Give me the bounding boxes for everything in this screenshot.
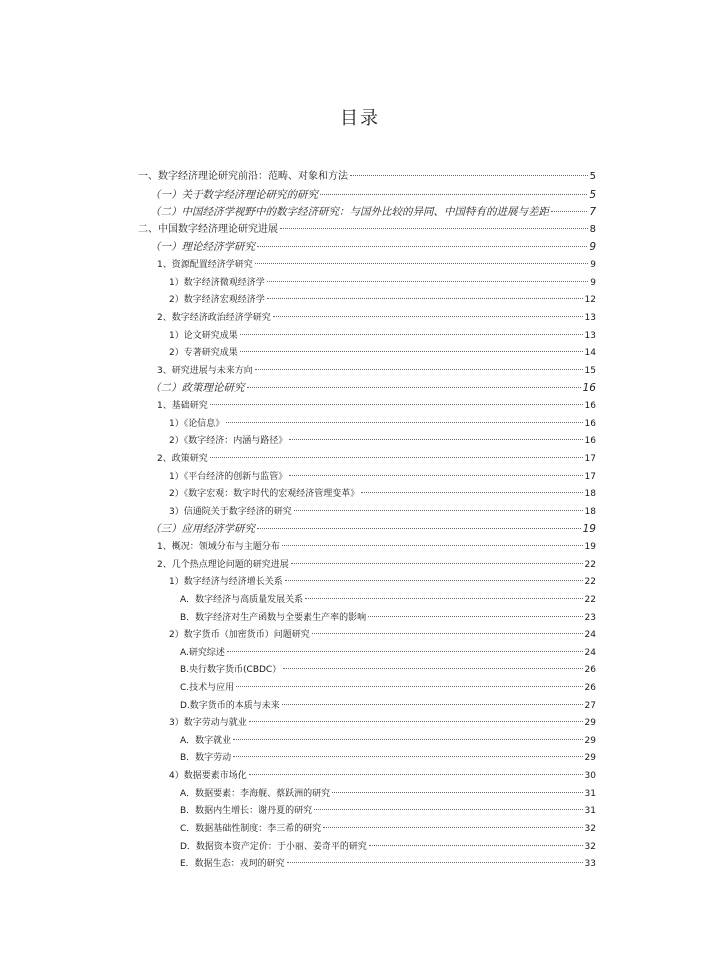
toc-entry[interactable] bbox=[150, 241, 596, 255]
toc-entry-label: 4）数据要素市场化 bbox=[169, 771, 247, 782]
toc-entry-page-number: 22 bbox=[584, 594, 596, 605]
toc-entry[interactable] bbox=[169, 277, 596, 291]
toc-entry[interactable] bbox=[169, 506, 596, 520]
toc-entry-page-number: 17 bbox=[584, 453, 596, 464]
toc-entry-label: （一）理论经济学研究 bbox=[150, 241, 255, 254]
dot-leader bbox=[240, 333, 583, 335]
toc-entry-label: B．数据内生增长：谢丹夏的研究 bbox=[180, 806, 313, 817]
toc-entry[interactable] bbox=[157, 259, 596, 273]
toc-entry-page-number: 19 bbox=[582, 523, 596, 536]
toc-entry-label: A．数字经济与高质量发展关系 bbox=[180, 594, 304, 605]
toc-entry[interactable] bbox=[169, 294, 596, 308]
toc-entry-label: （二）中国经济学视野中的数字经济研究：与国外比较的异同、中国特有的进展与差距 bbox=[150, 206, 549, 219]
dot-leader bbox=[368, 615, 582, 617]
toc-entry-label: E．数据生态：戎珂的研究 bbox=[180, 859, 285, 870]
dot-leader bbox=[267, 297, 583, 299]
toc-entry[interactable] bbox=[169, 770, 596, 784]
dot-leader bbox=[282, 544, 583, 546]
toc-entry[interactable] bbox=[169, 347, 596, 361]
toc-entry[interactable] bbox=[180, 805, 596, 819]
toc-entry[interactable] bbox=[169, 488, 596, 502]
toc-entry[interactable] bbox=[138, 171, 596, 185]
toc-entry-page-number: 8 bbox=[589, 223, 596, 235]
dot-leader bbox=[551, 210, 587, 212]
toc-entry[interactable] bbox=[180, 823, 596, 837]
toc-entry-label: 1）《论信息》 bbox=[169, 418, 225, 429]
dot-leader bbox=[249, 720, 583, 722]
dot-leader bbox=[314, 808, 582, 810]
toc-entry-page-number: 17 bbox=[584, 471, 596, 482]
toc-entry-label: 二、中国数字经济理论研究进展 bbox=[138, 223, 278, 235]
toc-entry-label: A．数据要素：李海舰、蔡跃洲的研究 bbox=[180, 788, 331, 799]
toc-entry-page-number: 19 bbox=[584, 542, 596, 553]
toc-entry-page-number: 26 bbox=[584, 665, 596, 676]
toc-entry[interactable] bbox=[180, 594, 596, 608]
toc-entry-page-number: 24 bbox=[584, 647, 596, 658]
dot-leader bbox=[285, 579, 583, 581]
toc-entry-page-number: 23 bbox=[584, 612, 596, 623]
toc-entry-label: 3）数字劳动与就业 bbox=[169, 718, 247, 729]
page-title: 目录 bbox=[340, 108, 380, 129]
toc-entry-page-number: 18 bbox=[584, 506, 596, 517]
dot-leader bbox=[280, 227, 588, 229]
toc-entry[interactable] bbox=[169, 330, 596, 344]
dot-leader bbox=[240, 350, 583, 352]
toc-entry-page-number: 7 bbox=[589, 206, 596, 219]
toc-entry[interactable] bbox=[157, 559, 596, 573]
toc-entry-label: 1、概况：领域分布与主题分布 bbox=[157, 542, 280, 553]
dot-leader bbox=[305, 597, 582, 599]
toc-entry[interactable] bbox=[169, 576, 596, 590]
toc-entry[interactable] bbox=[169, 471, 596, 485]
toc-entry-label: 2）《数字宏观：数字时代的宏观经济管理变革》 bbox=[169, 489, 360, 500]
toc-entry-label: B．数字劳动 bbox=[180, 753, 232, 764]
dot-leader bbox=[210, 403, 583, 405]
toc-entry[interactable] bbox=[157, 453, 596, 467]
toc-entry-label: 2）专著研究成果 bbox=[169, 348, 238, 359]
dot-leader bbox=[255, 262, 589, 264]
dot-leader bbox=[282, 703, 583, 705]
toc-entry-page-number: 5 bbox=[589, 188, 596, 201]
dot-leader bbox=[323, 826, 582, 828]
dot-leader bbox=[257, 245, 587, 247]
toc-entry-label: 2、政策研究 bbox=[157, 453, 208, 464]
toc-entry-label: 1、基础研究 bbox=[157, 401, 208, 412]
toc-entry-label: D.数字货币的本质与未来 bbox=[180, 700, 280, 711]
toc-entry[interactable] bbox=[180, 858, 596, 872]
toc-entry-page-number: 31 bbox=[584, 788, 596, 799]
toc-entry-page-number: 9 bbox=[590, 260, 596, 271]
toc-entry-page-number: 22 bbox=[584, 577, 596, 588]
dot-leader bbox=[294, 509, 583, 511]
toc-entry-label: （一）关于数字经济理论研究的研究 bbox=[150, 188, 318, 201]
toc-entry-label: 1）《平台经济的创新与监管》 bbox=[169, 471, 288, 482]
toc-entry-label: 一、数字经济理论研究前沿：范畴、对象和方法 bbox=[138, 171, 348, 182]
dot-leader bbox=[369, 844, 583, 846]
toc-entry[interactable] bbox=[138, 224, 596, 238]
toc-entry-page-number: 12 bbox=[584, 295, 596, 306]
dot-leader bbox=[289, 474, 582, 476]
dot-leader bbox=[361, 491, 582, 493]
toc-entry-page-number: 29 bbox=[584, 718, 596, 729]
toc-entry[interactable] bbox=[157, 541, 596, 555]
dot-leader bbox=[226, 421, 582, 423]
dot-leader bbox=[210, 456, 583, 458]
dot-leader bbox=[291, 562, 583, 564]
toc-entry[interactable] bbox=[150, 206, 596, 220]
toc-entry[interactable] bbox=[169, 435, 596, 449]
toc-entry-page-number: 16 bbox=[582, 382, 596, 395]
toc-entry-label: 2、数字经济政治经济学研究 bbox=[157, 312, 271, 323]
dot-leader bbox=[247, 386, 581, 388]
toc-entry-page-number: 16 bbox=[584, 401, 596, 412]
dot-leader bbox=[287, 861, 583, 863]
toc-entry[interactable] bbox=[180, 788, 596, 802]
toc-entry-page-number: 31 bbox=[584, 806, 596, 817]
dot-leader bbox=[332, 791, 582, 793]
toc-entry-page-number: 29 bbox=[584, 735, 596, 746]
toc-entry[interactable] bbox=[180, 735, 596, 749]
toc-entry-page-number: 13 bbox=[584, 330, 596, 341]
toc-entry-label: 2）数字货币（加密货币）问题研究 bbox=[169, 630, 310, 641]
dot-leader bbox=[233, 738, 582, 740]
toc-entry-page-number: 16 bbox=[584, 436, 596, 447]
dot-leader bbox=[233, 755, 582, 757]
toc-entry-label: 3、研究进展与未来方向 bbox=[157, 365, 253, 376]
dot-leader bbox=[289, 438, 582, 440]
toc-entry-page-number: 13 bbox=[584, 312, 596, 323]
toc-entry[interactable] bbox=[157, 365, 596, 379]
toc-entry[interactable] bbox=[157, 400, 596, 414]
toc-entry-page-number: 14 bbox=[584, 348, 596, 359]
dot-leader bbox=[227, 650, 583, 652]
toc-entry-label: 1、资源配置经济学研究 bbox=[157, 260, 253, 271]
toc-entry[interactable] bbox=[180, 664, 596, 678]
toc-entry-page-number: 5 bbox=[589, 171, 596, 182]
dot-leader bbox=[236, 685, 582, 687]
toc-entry[interactable] bbox=[180, 841, 596, 855]
toc-entry-label: 1）论文研究成果 bbox=[169, 330, 238, 341]
dot-leader bbox=[255, 368, 583, 370]
toc-entry[interactable] bbox=[157, 312, 596, 326]
toc-entry-page-number: 22 bbox=[584, 559, 596, 570]
toc-entry-page-number: 16 bbox=[584, 418, 596, 429]
toc-entry-page-number: 9 bbox=[589, 241, 596, 254]
toc-entry-label: A.研究综述 bbox=[180, 647, 225, 658]
toc-entry-page-number: 18 bbox=[584, 489, 596, 500]
toc-entry[interactable] bbox=[150, 189, 596, 203]
toc-entry[interactable] bbox=[180, 682, 596, 696]
toc-entry-label: 1）数字经济与经济增长关系 bbox=[169, 577, 283, 588]
toc-entry-label: A．数字就业 bbox=[180, 735, 232, 746]
toc-entry-page-number: 24 bbox=[584, 630, 596, 641]
toc-entry-label: C.技术与应用 bbox=[180, 682, 235, 693]
toc-entry-label: （三）应用经济学研究 bbox=[150, 523, 255, 536]
toc-entry-label: B.央行数字货币(CBDC） bbox=[180, 665, 282, 676]
toc-entry[interactable] bbox=[180, 612, 596, 626]
toc-entry-label: 1）数字经济微观经济学 bbox=[169, 277, 265, 288]
toc-entry-page-number: 29 bbox=[584, 753, 596, 764]
dot-leader bbox=[273, 315, 583, 317]
dot-leader bbox=[320, 193, 587, 195]
toc-entry-page-number: 33 bbox=[584, 859, 596, 870]
toc-entry-label: 2）《数字经济：内涵与路径》 bbox=[169, 436, 288, 447]
toc-entry-page-number: 32 bbox=[584, 823, 596, 834]
toc-entry-label: 2、几个热点理论问题的研究进展 bbox=[157, 559, 289, 570]
toc-entry-page-number: 30 bbox=[584, 771, 596, 782]
toc-entry-label: D．数据资本资产定价：于小丽、姜奇平的研究 bbox=[180, 841, 367, 852]
toc-entry[interactable] bbox=[169, 418, 596, 432]
toc-entry-label: 3）信通院关于数字经济的研究 bbox=[169, 506, 292, 517]
dot-leader bbox=[257, 527, 581, 529]
toc-entry-label: C．数据基础性制度：李三希的研究 bbox=[180, 823, 322, 834]
toc-entry-page-number: 27 bbox=[584, 700, 596, 711]
dot-leader bbox=[249, 773, 583, 775]
dot-leader bbox=[312, 632, 583, 634]
toc-entry-page-number: 9 bbox=[590, 277, 596, 288]
toc-entry-page-number: 15 bbox=[584, 365, 596, 376]
toc-entry-label: B．数字经济对生产函数与全要素生产率的影响 bbox=[180, 612, 367, 623]
toc-entry[interactable] bbox=[169, 717, 596, 731]
toc-entry-page-number: 32 bbox=[584, 841, 596, 852]
dot-leader bbox=[283, 667, 582, 669]
toc-entry[interactable] bbox=[180, 752, 596, 766]
toc-entry[interactable] bbox=[150, 382, 596, 396]
toc-entry-label: （二）政策理论研究 bbox=[150, 382, 245, 395]
dot-leader bbox=[350, 174, 588, 176]
toc-entry[interactable] bbox=[150, 523, 596, 537]
toc-entry-label: 2）数字经济宏观经济学 bbox=[169, 295, 265, 306]
toc-entry-page-number: 26 bbox=[584, 682, 596, 693]
dot-leader bbox=[267, 280, 589, 282]
toc-entry[interactable] bbox=[180, 647, 596, 661]
toc-entry[interactable] bbox=[180, 700, 596, 714]
toc-entry[interactable] bbox=[169, 629, 596, 643]
